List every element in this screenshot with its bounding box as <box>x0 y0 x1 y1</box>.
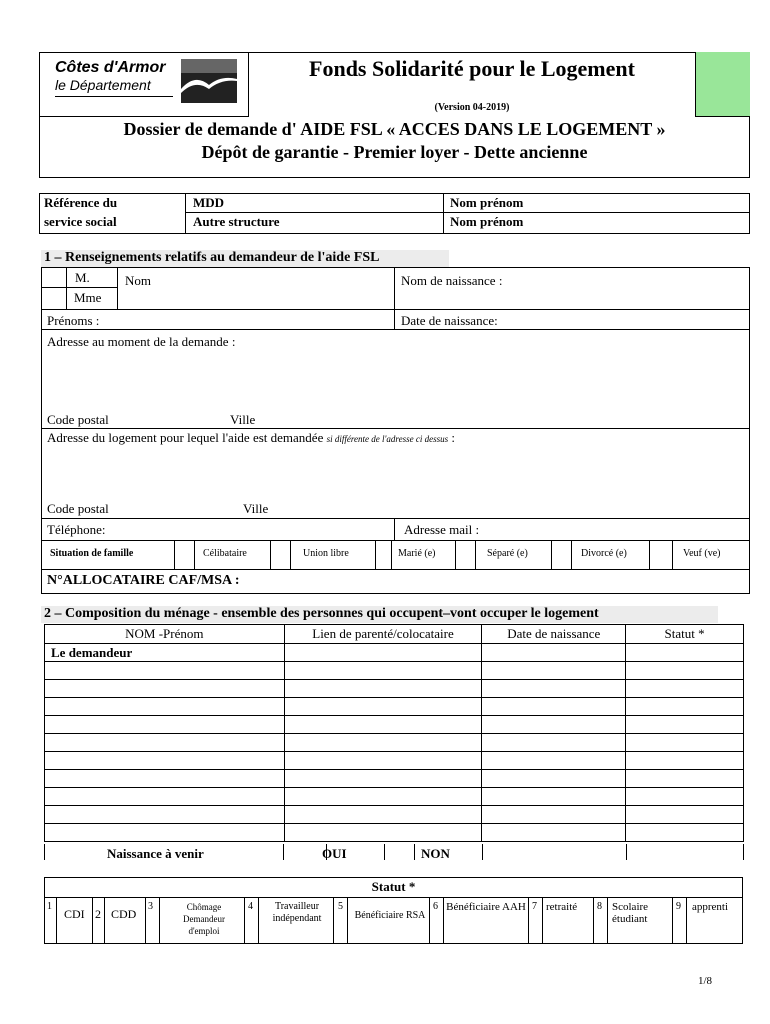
statut-num-1: 1 <box>47 901 52 912</box>
statut-num-4: 4 <box>248 901 253 912</box>
table-row <box>45 716 744 734</box>
situation-union-libre: Union libre <box>303 548 349 559</box>
statut-num-2: 2 <box>95 907 101 921</box>
situation-label: Situation de famille <box>50 548 134 559</box>
checkbox-veuf[interactable] <box>649 540 673 569</box>
logo-wave-icon <box>181 59 237 103</box>
adresse-mail-label: Adresse mail : <box>404 522 480 537</box>
adresse-demande-label: Adresse au moment de la demande : <box>47 334 236 349</box>
household-table <box>44 624 744 842</box>
section1-title: 1 – Renseignements relatifs au demandeur de l'aide FSL <box>44 250 380 265</box>
checkbox-marie[interactable] <box>375 540 392 569</box>
situation-marie: Marié (e) <box>398 548 436 559</box>
situation-row <box>41 540 750 569</box>
section2-title: 2 – Composition du ménage - ensemble des personnes qui occupent–vont occuper le logement <box>44 606 599 621</box>
nom-prenom-label-2: Nom prénom <box>450 214 524 229</box>
statut-label-4: Travailleur indépendant <box>272 901 322 924</box>
statut-legend <box>44 897 743 944</box>
code-postal-label-2: Code postal <box>47 501 109 516</box>
checkbox-separe[interactable] <box>455 540 476 569</box>
statut-label-7: retraité <box>546 901 578 913</box>
col-date-header: Date de naissance <box>482 625 626 644</box>
reference-label-2: service social <box>44 214 117 229</box>
demandeur-cell: Le demandeur <box>45 644 285 662</box>
nom-label: Nom <box>125 273 151 288</box>
situation-veuf: Veuf (ve) <box>683 548 721 559</box>
logo <box>55 59 245 109</box>
telephone-label: Téléphone: <box>47 522 106 537</box>
statut-label-1: CDI <box>64 907 85 921</box>
situation-divorce: Divorcé (e) <box>581 548 627 559</box>
checkbox-union-libre[interactable] <box>270 540 291 569</box>
adresse-logement-note: si différente de l'adresse ci dessus <box>326 434 449 444</box>
statut-num-9: 9 <box>676 901 681 912</box>
table-row <box>45 752 744 770</box>
nom-naissance-label: Nom de naissance : <box>401 273 503 288</box>
table-row <box>45 824 744 842</box>
code-postal-label-1: Code postal <box>47 412 109 427</box>
statut-num-3: 3 <box>148 901 153 912</box>
statut-num-5: 5 <box>338 901 343 912</box>
naissance-row <box>44 844 744 860</box>
statut-label-8: Scolaire étudiant <box>612 901 649 925</box>
table-row <box>45 680 744 698</box>
statut-label-2: CDD <box>111 907 137 921</box>
green-box <box>695 52 750 117</box>
mdd-label: MDD <box>193 195 225 210</box>
table-row <box>45 662 744 680</box>
adresse-logement-colon: : <box>448 430 455 445</box>
table-row <box>45 644 744 662</box>
col-nom-header: NOM -Prénom <box>45 625 285 644</box>
civility-m: M. <box>75 270 90 285</box>
ville-label-2: Ville <box>243 501 269 516</box>
logo-line2: le Département <box>55 77 151 93</box>
logo-line1: Côtes d'Armor <box>55 59 166 76</box>
page-title: Fonds Solidarité pour le Logement <box>309 56 635 81</box>
allocataire-label: N°ALLOCATAIRE CAF/MSA : <box>47 573 240 588</box>
statut-label-3: Chômage Demandeur d'emploi <box>183 902 225 936</box>
table-row <box>45 806 744 824</box>
subtitle-line1: Dossier de demande d' AIDE FSL « ACCES DANS LE LOGEMENT » <box>123 119 666 139</box>
checkbox-celibataire[interactable] <box>174 540 195 569</box>
statut-label-9: apprenti <box>692 901 729 913</box>
adresse-logement-label <box>47 430 455 446</box>
non-label: NON <box>421 846 450 860</box>
table-row <box>45 698 744 716</box>
statut-label-5: Bénéficiaire RSA <box>354 910 426 921</box>
ville-label-1: Ville <box>230 412 256 427</box>
table-row <box>45 734 744 752</box>
checkbox-divorce[interactable] <box>551 540 572 569</box>
page-number: 1/8 <box>698 975 713 987</box>
statut-num-8: 8 <box>597 901 602 912</box>
oui-checkbox[interactable] <box>384 844 415 860</box>
col-statut-header: Statut * <box>626 625 744 644</box>
situation-separe: Séparé (e) <box>487 548 528 559</box>
table-row <box>45 788 744 806</box>
col-lien-header: Lien de parenté/colocataire <box>284 625 482 644</box>
statut-num-6: 6 <box>433 901 438 912</box>
statut-title: Statut * <box>371 879 416 894</box>
prenoms-label: Prénoms : <box>47 313 100 328</box>
reference-label-1: Référence du <box>44 195 118 210</box>
version-label: (Version 04-2019) <box>434 102 510 113</box>
situation-celibataire: Célibataire <box>203 548 247 559</box>
nom-prenom-label-1: Nom prénom <box>450 195 524 210</box>
oui-label: OUI <box>322 846 347 860</box>
statut-label-6: Bénéficiaire AAH <box>446 901 526 913</box>
date-naissance-label: Date de naissance: <box>401 313 498 328</box>
table-row <box>45 770 744 788</box>
subtitle-line2: Dépôt de garantie - Premier loyer - Dette ancienne <box>201 142 588 162</box>
statut-num-7: 7 <box>532 901 537 912</box>
adresse-logement-text: Adresse du logement pour lequel l'aide est demandée <box>47 430 324 445</box>
autre-structure-label: Autre structure <box>193 214 280 229</box>
naissance-label: Naissance à venir <box>107 846 204 860</box>
civility-mme: Mme <box>74 290 102 305</box>
